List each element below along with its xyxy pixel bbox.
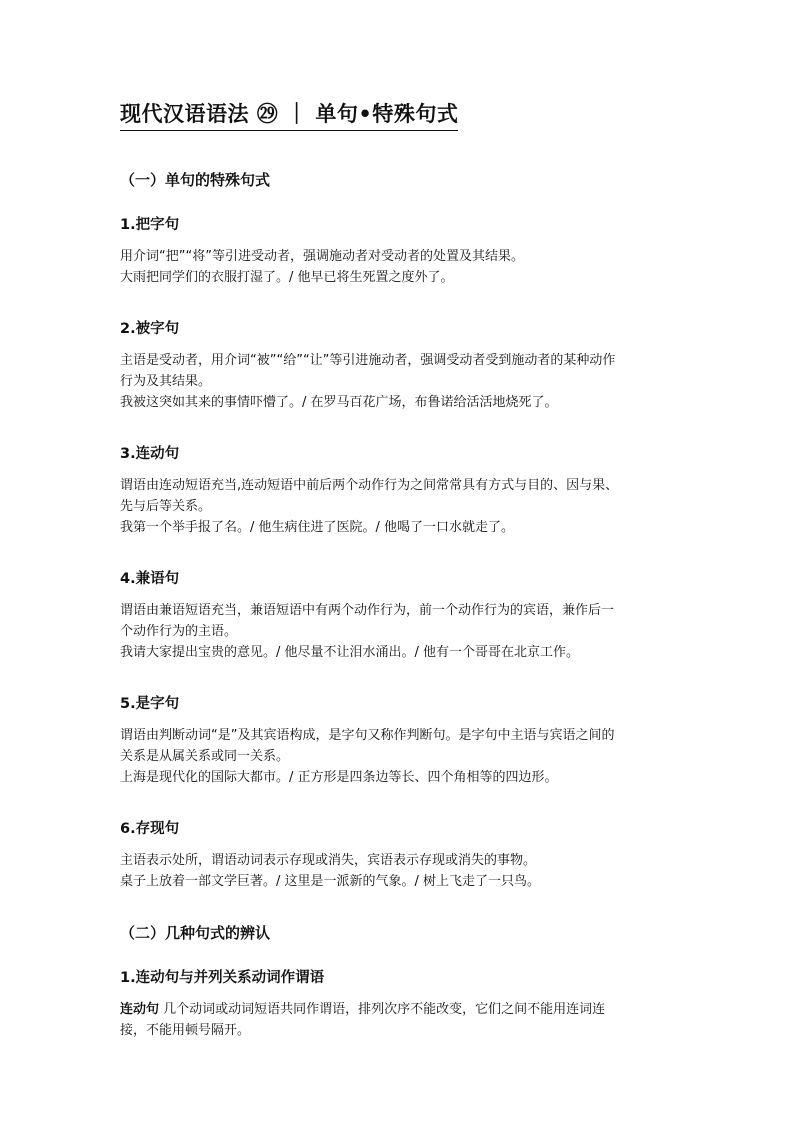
- body-line: 上海是现代化的国际大都市。/ 正方形是四条边等长、四个角相等的四边形。: [120, 770, 558, 785]
- section-heading: 3.连动句: [120, 446, 180, 462]
- body-line: 主语表示处所，谓语动词表示存现或消失，宾语表示存现或消失的事物。: [120, 853, 537, 868]
- term-label: 连动句: [120, 1002, 160, 1017]
- body-text: 几个动词或动词短语共同作谓语，排列次序不能改变，它们之间不能用连词连: [159, 1002, 606, 1017]
- body-line: 大雨把同学们的衣服打湿了。/ 他早已将生死置之度外了。: [120, 270, 454, 285]
- section-ba-sentence: [120, 214, 694, 288]
- body-line: [120, 999, 694, 1020]
- part-heading-1: （一）单句的特殊句式: [120, 171, 271, 189]
- page-title: 现代汉语语法 ㉙ ｜ 单句•特殊句式: [120, 100, 458, 131]
- section-heading: 1.把字句: [120, 217, 180, 233]
- body-line: 桌子上放着一部文学巨著。/ 这里是一派新的气象。/ 树上飞走了一只鸟。: [120, 874, 541, 889]
- section-heading: 2.被字句: [120, 321, 180, 337]
- body-line: 谓语由兼语短语充当，兼语短语中有两个动作行为，前一个动作行为的宾语，兼作后一: [120, 603, 615, 618]
- part-heading-2: （二）几种句式的辨认: [120, 924, 271, 942]
- section-heading: 6.存现句: [120, 821, 180, 837]
- body-line: 谓语由判断动词“是”及其宾语构成，是字句又称作判断句。是字句中主语与宾语之间的: [120, 728, 615, 743]
- body-line: 我第一个举手报了名。/ 他生病住进了医院。/ 他喝了一口水就走了。: [120, 520, 515, 535]
- body-line: 先与后等关系。: [120, 499, 212, 514]
- body-line: 主语是受动者，用介词“被”“给”“让”等引进施动者，强调受动者受到施动者的某种动作: [120, 353, 616, 368]
- section-bei-sentence: [120, 318, 694, 413]
- body-line: 谓语由连动短语充当,连动短语中前后两个动作行为之间常常具有方式与目的、因与果、: [120, 478, 619, 493]
- body-line: 接，不能用顿号隔开。: [120, 1023, 251, 1038]
- body-line: 行为及其结果。: [120, 374, 212, 389]
- body-line: 用介词“把”“将”等引进受动者，强调施动者对受动者的处置及其结果。: [120, 249, 524, 264]
- body-line: 我被这突如其来的事情吓懵了。/ 在罗马百花广场，布鲁诺给活活地烧死了。: [120, 395, 558, 410]
- section-pivotal-sentence: [120, 568, 694, 663]
- section-heading: 5.是字句: [120, 696, 180, 712]
- section-heading: 1.连动句与并列关系动词作谓语: [120, 970, 325, 986]
- section-serial-vs-coordinate: [120, 967, 694, 1041]
- body-line: 我请大家提出宝贵的意见。/ 他尽量不让泪水涌出。/ 他有一个哥哥在北京工作。: [120, 645, 580, 660]
- section-serial-verb-sentence: [120, 443, 694, 538]
- body-line: 关系是从属关系或同一关系。: [120, 749, 290, 764]
- section-heading: 4.兼语句: [120, 571, 180, 587]
- section-existential-sentence: [120, 818, 694, 892]
- body-line: 个动作行为的主语。: [120, 624, 238, 639]
- section-shi-sentence: [120, 693, 694, 788]
